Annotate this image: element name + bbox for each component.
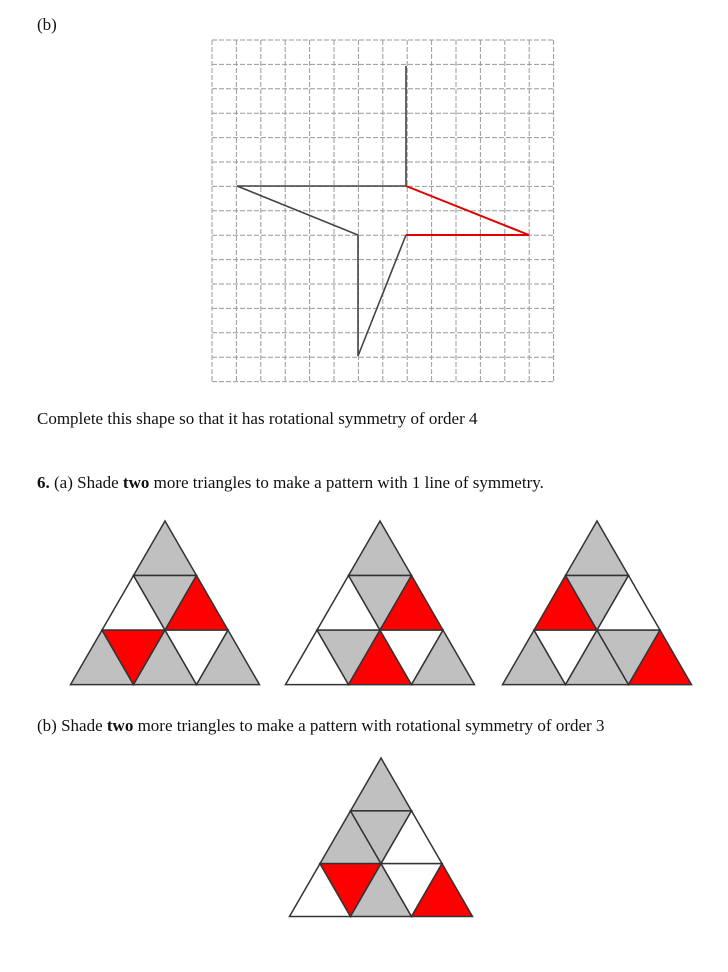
small-triangle-grey[interactable] — [566, 521, 629, 576]
question-6b-text: (b) Shade two more triangles to make a pattern with rotational symmetry of order 3 — [37, 716, 605, 735]
small-triangle-grey[interactable] — [134, 521, 197, 576]
question-6a-text: 6. (a) Shade two more triangles to make a pattern with 1 line of symmetry. — [37, 473, 544, 492]
emphasis-two: two — [106, 716, 134, 735]
instruction-rotational-4: Complete this shape so that it has rotational symmetry of order 4 — [37, 409, 478, 428]
pattern-a2 — [286, 521, 475, 685]
question-number: 6. — [37, 473, 50, 492]
small-triangle-grey[interactable] — [349, 521, 412, 576]
pattern-a3 — [503, 521, 692, 685]
emphasis-two: two — [122, 473, 150, 492]
pattern-b — [290, 758, 473, 916]
pattern-a1 — [71, 521, 260, 685]
small-triangle-grey[interactable] — [351, 758, 412, 811]
part-b-label: (b) — [37, 15, 57, 34]
